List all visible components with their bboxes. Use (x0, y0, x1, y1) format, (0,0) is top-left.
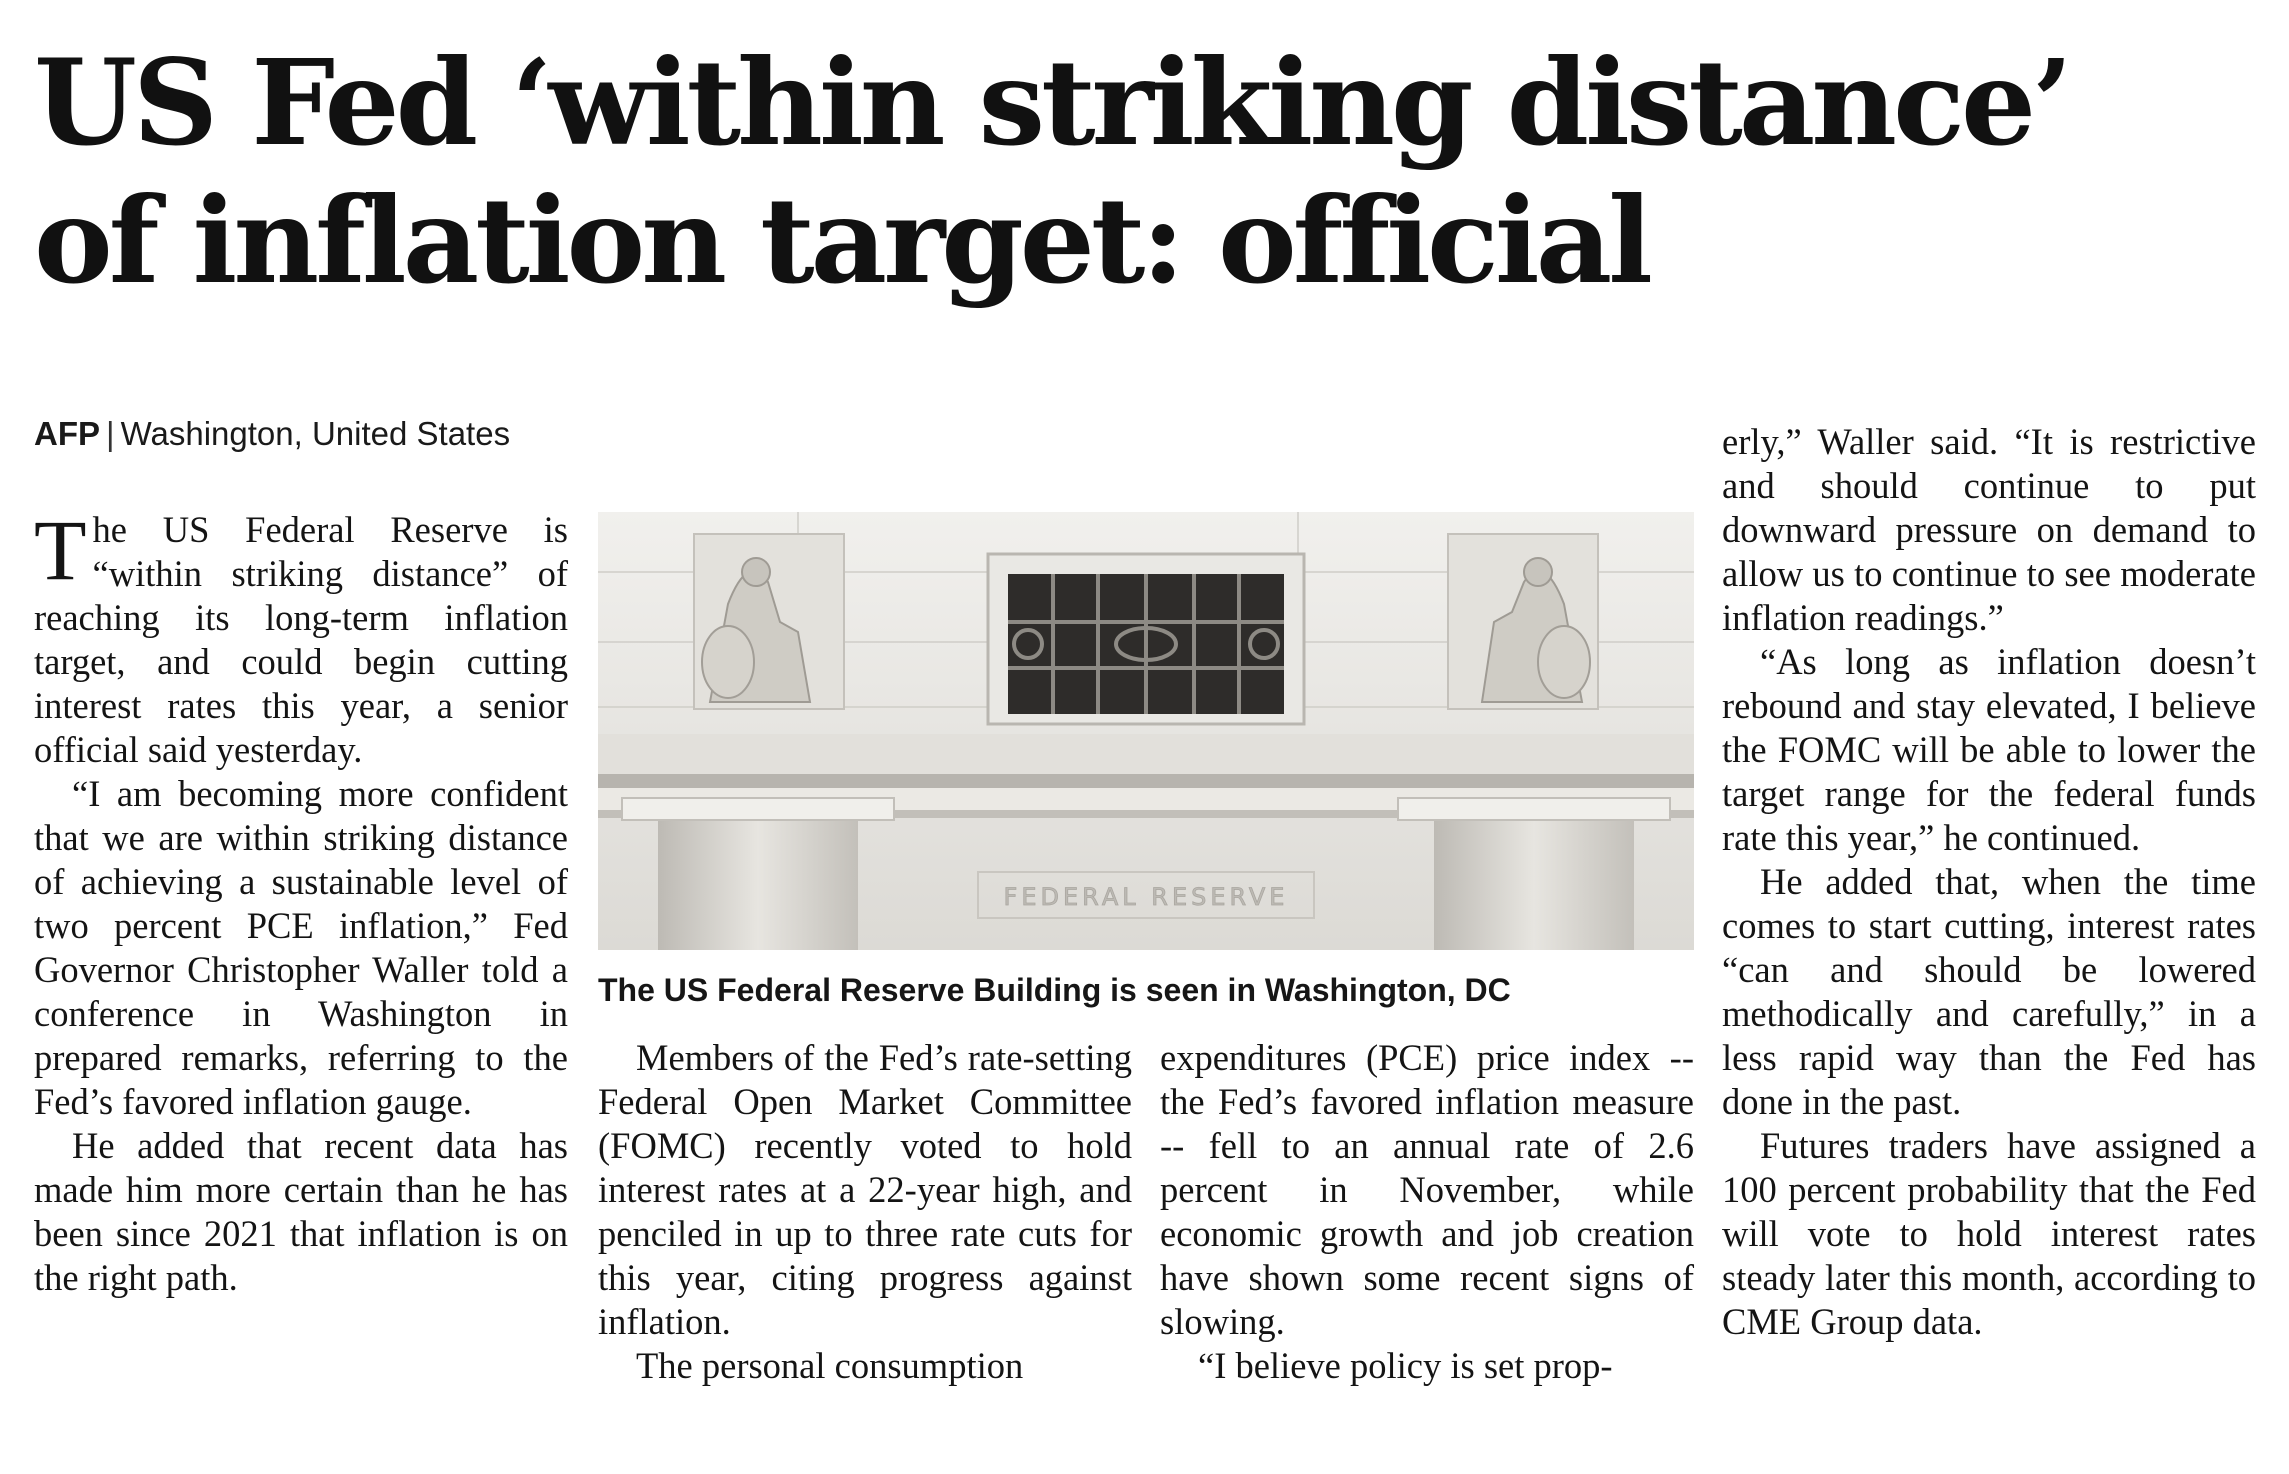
article-column-4 (1722, 420, 2256, 1344)
article-paragraph: He added that, when the time comes to start cutting, interest rates “can and should be lowered methodically and carefully,” in a less rapid way than the Fed has done in the past. (1722, 861, 2256, 1122)
byline-agency: AFP (34, 415, 100, 452)
article-paragraph: erly,” Waller said. “It is restrictive and should continue to put downward pressure on demand to allow us to continue to see moderate inflation readings.” (1722, 421, 2256, 638)
federal-reserve-building-illustration (598, 512, 1694, 950)
article-paragraph: Futures traders have assigned a 100 percent probability that the Fed will vote to hold interest rates steady later this month, according to CME Group data. (1722, 1125, 2256, 1342)
photo-caption: The US Federal Reserve Building is seen in Washington, DC (598, 972, 1511, 1008)
article-paragraph: “I believe policy is set prop- (1198, 1345, 1613, 1386)
byline-location: Washington, United States (120, 415, 511, 452)
byline (34, 412, 510, 456)
byline-separator: | (106, 415, 115, 452)
article-column-3 (1160, 1036, 1694, 1388)
article-paragraph: “As long as inflation doesn’t rebound and stay elevated, I believe the FOMC will be able to lower the target range for the federal funds rate this year,” he continued. (1722, 641, 2256, 858)
headline-line-2: of inflation target: official (34, 171, 1649, 310)
headline (34, 34, 2254, 310)
headline-line-1: US Fed ‘within striking distance’ (34, 33, 2070, 172)
photo-inscription: FEDERAL RESERVE (1003, 883, 1289, 911)
article-paragraph: “I am becoming more confident that we are within striking distance of achieving a sustainable level of two percent PCE inflation,” Fed Governor Christopher Waller told a conference in Washington in prepared remarks, referring to the Fed’s favored inflation gauge. (34, 773, 568, 1122)
article-paragraph: He added that recent data has made him more certain than he has been since 2021 that inflation is on the right path. (34, 1125, 568, 1298)
article-column-1 (34, 502, 568, 1300)
article-paragraph: Members of the Fed’s rate-setting Federal Open Market Committee (FOMC) recently voted to hold interest rates at a 22-year high, and penciled in up to three rate cuts for this year, citing progress against inflation. (598, 1037, 1132, 1342)
article-paragraph: The US Federal Reserve is “within striking distance” of reaching its long-term inflation target, and could begin cutting interest rates this year, a senior official said yesterday. (34, 502, 568, 770)
article-column-2 (598, 1036, 1132, 1388)
article-paragraph: expenditures (PCE) price index -- the Fed’s favored inflation measure -- fell to an annual rate of 2.6 percent in November, while economic growth and job creation have shown some recent signs of slowing. (1160, 1037, 1694, 1342)
article-paragraph: The personal consumption (636, 1345, 1024, 1386)
federal-reserve-photo (598, 512, 1694, 950)
